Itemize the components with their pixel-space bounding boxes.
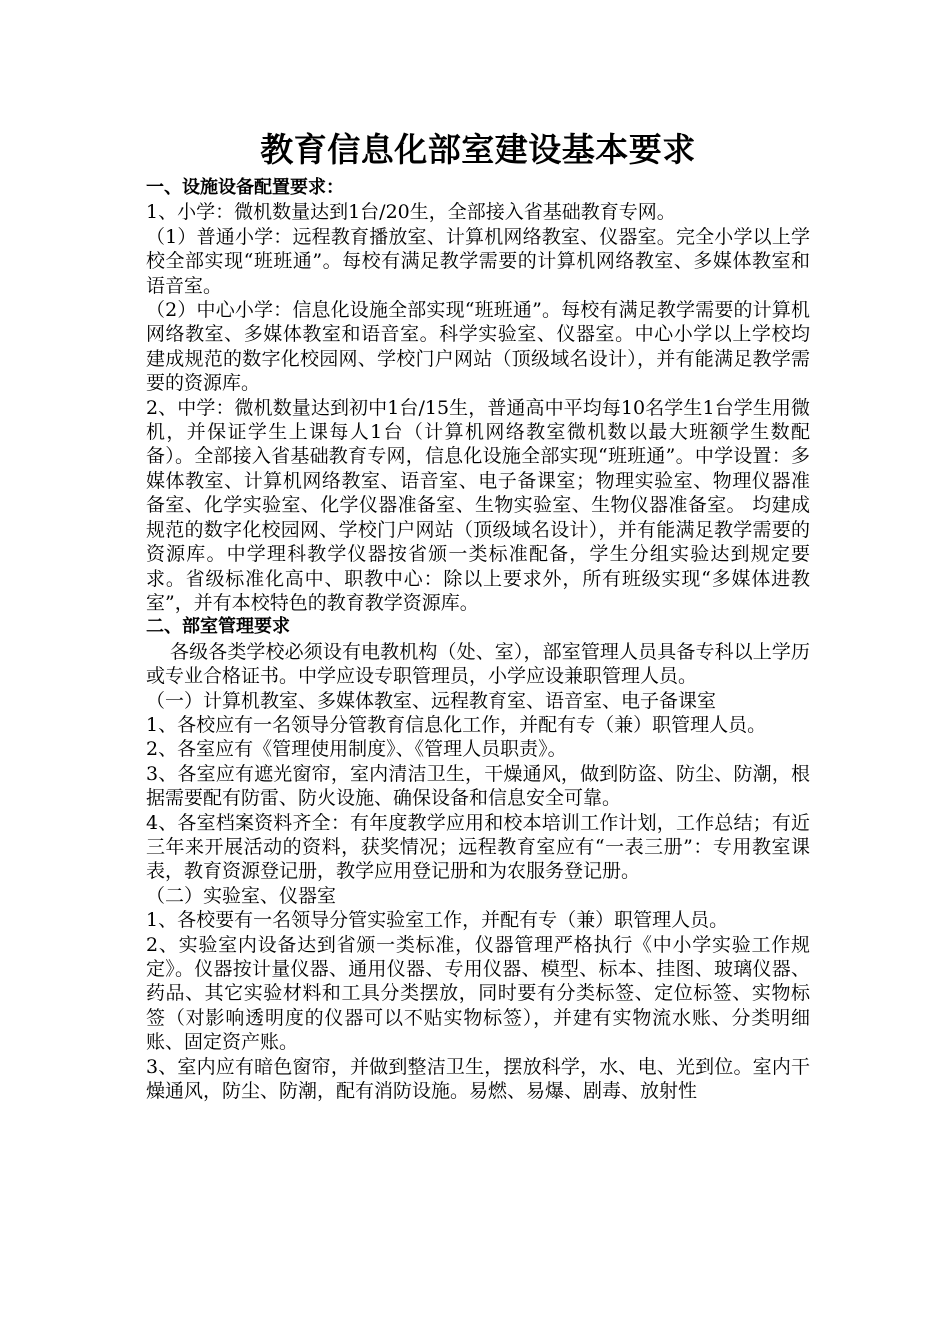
document-title: 教育信息化部室建设基本要求 [260,130,696,169]
paragraph: 4、各室档案资料齐全：有年度教学应用和校本培训工作计划，工作总结；有近三年来开展活动的资料，获奖情况；远程教育室应有“一表三册”：专用教室课表，教育资源登记册，教学应用登记册和为农服务登记册。 [146,811,810,883]
document-page [146,126,810,1103]
paragraph: 1、各校要有一名领导分管实验室工作，并配有专（兼）职管理人员。 [146,909,729,932]
section-heading-facilities: 一、设施设备配置要求： [146,177,344,198]
paragraph: 2、实验室内设备达到省颁一类标准，仪器管理严格执行《中小学实验工作规定》。仪器按计量仪器、通用仪器、专用仪器、模型、标本、挂图、玻璃仪器、药品、其它实验材料和工具分类摆放，同时要有分类标签、定位标签、实物标签（对影响透明度的仪器可以不贴实物标签），并建有实物流水账、分类明细账、固定资产账。 [146,933,810,1054]
paragraph: 3、各室应有遮光窗帘，室内清洁卫生，干燥通风，做到防盗、防尘、防潮，根据需要配有防雷、防火设施、确保设备和信息安全可靠。 [146,762,810,810]
subsection-heading: （一）计算机教室、多媒体教室、远程教育室、语音室、电子备课室 [146,689,717,712]
section-heading-management: 二、部室管理要求 [146,616,290,638]
paragraph: 2、中学：微机数量达到初中1台/15生，普通高中平均每10名学生1台学生用微机，并保证学生上课每人1台（计算机网络教室微机数以最大班额学生数配备）。全部接入省基础教育专网，信息化设施全部实现“班班通”。中学设置：多媒体教室、计算机网络教室、语音室、电子备课室；物理实验室、物理仪器准备室、化学实验室、化学仪器准备室、生物实验室、生物仪器准备室。 均建成规范的数字化校园网、学校门户网站（顶级域名设计），并有能满足教学需要的资源库。中学理科教学仪器按省颁一类标准配备，学生分组实验达到规定要求。省级标准化高中、职教中心：除以上要求外，所有班级实现“多媒体进教室”，并有本校特色的教育教学资源库。 [146,396,810,614]
paragraph: 3、室内应有暗色窗帘，并做到整洁卫生，摆放科学，水、电、光到位。室内干燥通风，防尘、防潮，配有消防设施。易燃、易爆、剧毒、放射性 [146,1055,810,1103]
paragraph: 1、各校应有一名领导分管教育信息化工作，并配有专（兼）职管理人员。 [146,713,767,736]
paragraph: 1、小学：微机数量达到1台/20生，全部接入省基础教育专网。 [146,201,676,224]
paragraph: 2、各室应有《管理使用制度》、《管理人员职责》。 [146,738,567,761]
paragraph: （2）中心小学：信息化设施全部实现“班班通”。每校有满足教学需要的计算机网络教室、多媒体教室和语音室。科学实验室、仪器室。中心小学以上学校均建成规范的数字化校园网、学校门户网站（顶级域名设计），并有能满足教学需要的资源库。 [146,299,810,395]
paragraph: 各级各类学校必须设有电教机构（处、室），部室管理人员具备专科以上学历或专业合格证书。中学应设专职管理员，小学应设兼职管理人员。 [146,640,810,688]
paragraph: （1）普通小学：远程教育播放室、计算机网络教室、仪器室。完全小学以上学校全部实现“班班通”。每校有满足教学需要的计算机网络教室、多媒体教室和语音室。 [146,225,810,297]
subsection-heading: （二）实验室、仪器室 [146,884,337,907]
